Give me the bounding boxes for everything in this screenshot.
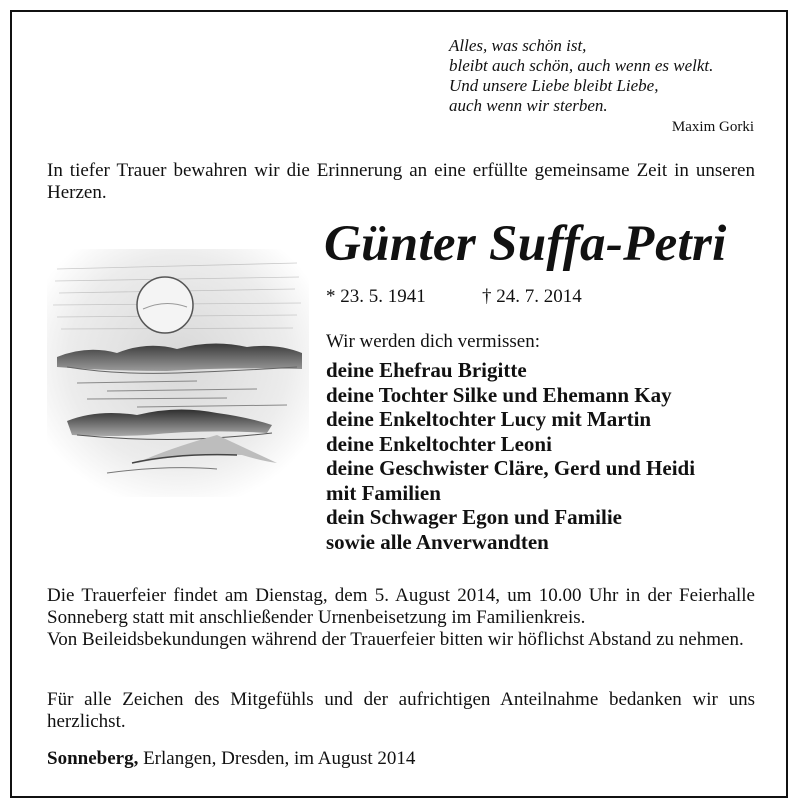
miss-line: Wir werden dich vermissen: — [326, 331, 540, 352]
signature-rest: Erlangen, Dresden, im August 2014 — [138, 748, 416, 769]
signature-place: Sonneberg, — [47, 748, 139, 769]
mourner-line: mit Familien — [326, 480, 441, 505]
poem-line: bleibt auch schön, auch wenn es welkt. — [449, 56, 714, 75]
signature-line — [47, 748, 415, 770]
mourner-line: sowie alle Anverwandten — [326, 529, 549, 554]
death-date: † 24. 7. 2014 — [482, 286, 582, 307]
intro-text: In tiefer Trauer bewahren wir die Erinnerung an eine erfüllte gemeinsame Zeit in unseren Herzen. — [47, 160, 755, 203]
poem-author: Maxim Gorki — [671, 119, 754, 135]
mourner-line: deine Enkeltochter Lucy mit Martin — [326, 407, 652, 431]
sunset-landscape-drawing — [47, 249, 309, 497]
thanks-paragraph: Für alle Zeichen des Mitgefühls und der aufrichtigen Anteilnahme bedanken wir uns herzlichst. — [47, 689, 755, 732]
mourner-line: deine Enkeltochter Leoni — [326, 431, 552, 456]
poem-line: auch wenn wir sterben. — [449, 96, 608, 115]
birth-date: * 23. 5. 1941 — [326, 286, 426, 307]
mourners-list — [326, 358, 766, 554]
funeral-paragraph: Die Trauerfeier findet am Dienstag, dem 5. August 2014, um 10.00 Uhr in der Feierhalle Sonneberg statt mit anschließender Urnenbeisetzung im Familienkreis. — [47, 585, 755, 628]
poem-line: Und unsere Liebe bleibt Liebe, — [449, 76, 659, 95]
mourner-line: dein Schwager Egon und Familie — [326, 505, 622, 529]
deceased-name: Günter Suffa-Petri — [324, 216, 727, 272]
mourner-line: deine Ehefrau Brigitte — [326, 358, 527, 382]
mourner-line: deine Geschwister Cläre, Gerd und Heidi — [326, 456, 696, 480]
condolences-paragraph: Von Beileidsbekundungen während der Trauerfeier bitten wir höflichst Abstand zu nehmen. — [47, 629, 744, 650]
mourner-line: deine Tochter Silke und Ehemann Kay — [326, 382, 672, 407]
poem-quote — [449, 36, 769, 137]
poem-line: Alles, was schön ist, — [449, 36, 587, 55]
life-dates — [326, 286, 582, 308]
